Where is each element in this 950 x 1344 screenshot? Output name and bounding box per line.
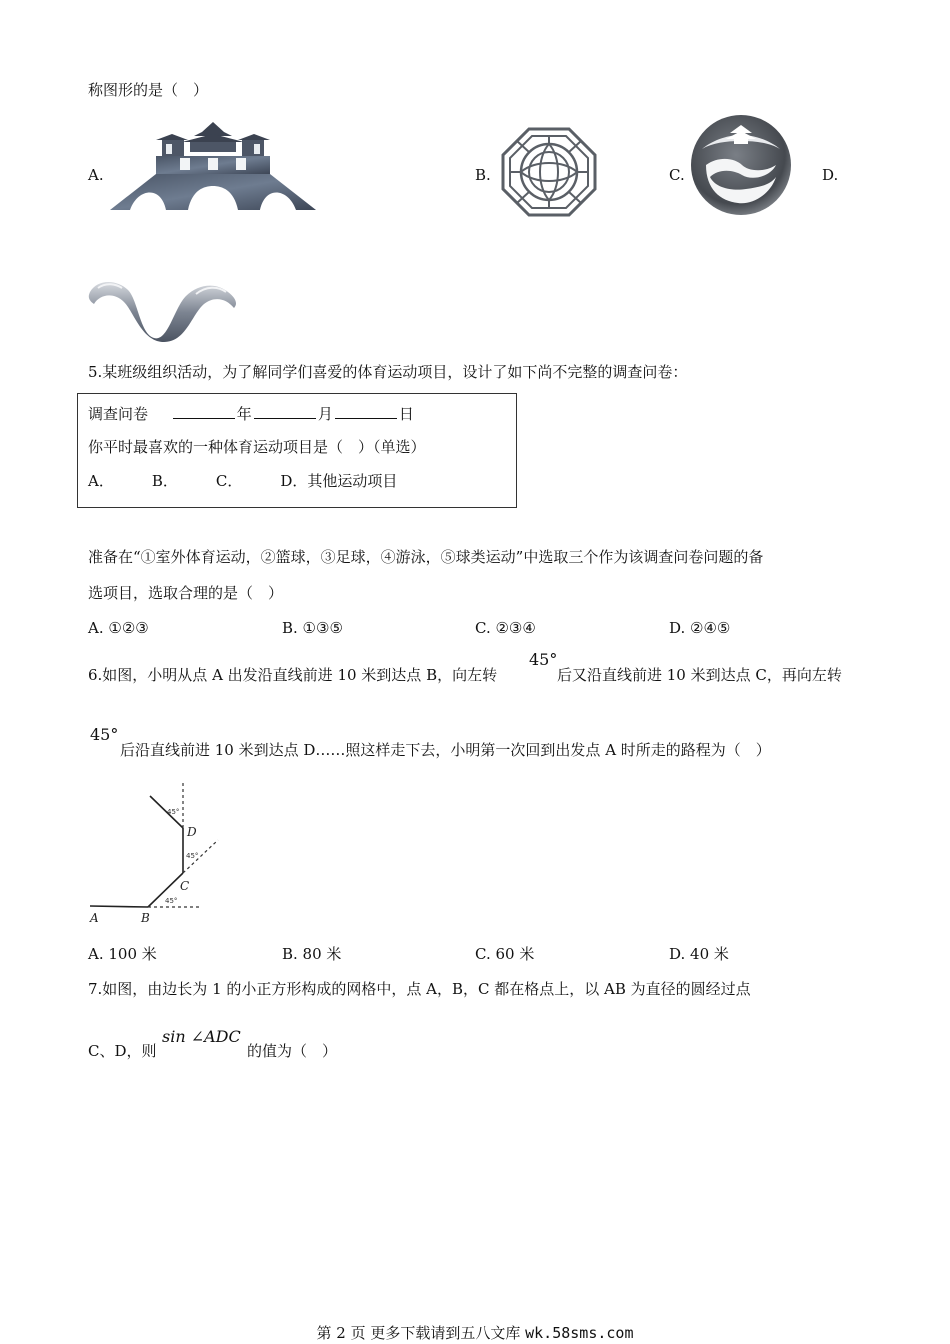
survey-choice-a: A． [88,472,114,490]
survey-choice-c: C． [215,472,243,490]
q6-option-a: A. 100 米 [88,945,157,963]
octagon-window-lattice-figure [501,127,597,217]
survey-date-row [88,404,414,423]
q6-angle-45-second: 45° [90,725,119,744]
q5-option-d: D. ②④⑤ [669,619,731,637]
q7-sin-adc-expression: sin ∠ADC [162,1027,241,1046]
label-c: C [180,879,190,893]
q4-option-c-label: C. [669,166,685,184]
label-a: A [90,911,99,925]
footer-site-link[interactable]: wk.58sms.com [525,1324,634,1342]
label-b: B [141,911,150,925]
survey-choice-d: D．其他运动项目 [280,472,398,490]
month-label: 月 [317,405,333,423]
q6-line1-part2: 后又沿直线前进 10 米到达点 C，再向左转 [557,666,842,684]
survey-title: 调查问卷 [88,405,149,423]
page-footer [0,1324,950,1342]
survey-box [77,393,517,508]
survey-question: 你平时最喜欢的一种体育运动项目是（ ）（单选） [88,438,426,456]
angle-label-b: 45° [165,897,178,905]
q4-option-a-label: A. [88,166,104,184]
walking-path-figure [88,780,228,928]
wave-cloud-figure [88,268,240,344]
q5-option-a: A. ①②③ [88,619,149,637]
q7-line2-part2: 的值为（ ） [247,1042,338,1060]
q6-angle-45-first: 45° [529,650,558,669]
q5-stem: 5.某班级组织活动，为了解同学们喜爱的体育运动项目，设计了如下尚不完整的调查问卷： [88,363,688,381]
q5-line2: 准备在“①室外体育运动，②篮球，③足球，④游泳，⑤球类运动”中选取三个作为该调查问卷问题的备 [88,548,764,566]
circle-emblem-figure [690,113,792,217]
bridge-pavilion-figure [110,120,316,212]
q4-stem-tail: 称图形的是（ ） [88,81,209,99]
year-label: 年 [236,405,252,423]
q6-line1-part1: 6.如图，小明从点 A 出发沿直线前进 10 米到达点 B，向左转 [88,666,498,684]
q5-option-c: C. ②③④ [475,619,536,637]
year-blank [173,404,235,419]
angle-label-c: 45° [186,852,199,860]
q6-option-c: C. 60 米 [475,945,535,963]
day-blank [335,404,397,419]
q5-line3: 选项目，选取合理的是（ ） [88,584,284,602]
segment-ab [90,906,148,907]
q6-line2: 后沿直线前进 10 米到达点 D……照这样走下去，小明第一次回到出发点 A 时所走的路程为（ ） [120,741,771,759]
q7-line1: 7.如图，由边长为 1 的小正方形构成的网格中，点 A，B，C 都在格点上，以 AB 为直径的圆经过点 [88,980,751,998]
q6-option-b: B. 80 米 [282,945,342,963]
angle-label-d: 45° [167,808,180,816]
q7-line2-part1: C、D，则 [88,1042,157,1060]
q5-option-b: B. ①③⑤ [282,619,343,637]
survey-choice-b: B． [151,472,178,490]
footer-text: 第 2 页 更多下载请到五八文库 [316,1324,526,1342]
q4-option-d-label: D. [822,166,839,184]
q6-option-d: D. 40 米 [669,945,729,963]
day-label: 日 [398,405,414,423]
q4-option-b-label: B. [475,166,491,184]
month-blank [254,404,316,419]
survey-choices-row [88,472,397,490]
label-d: D [187,825,197,839]
